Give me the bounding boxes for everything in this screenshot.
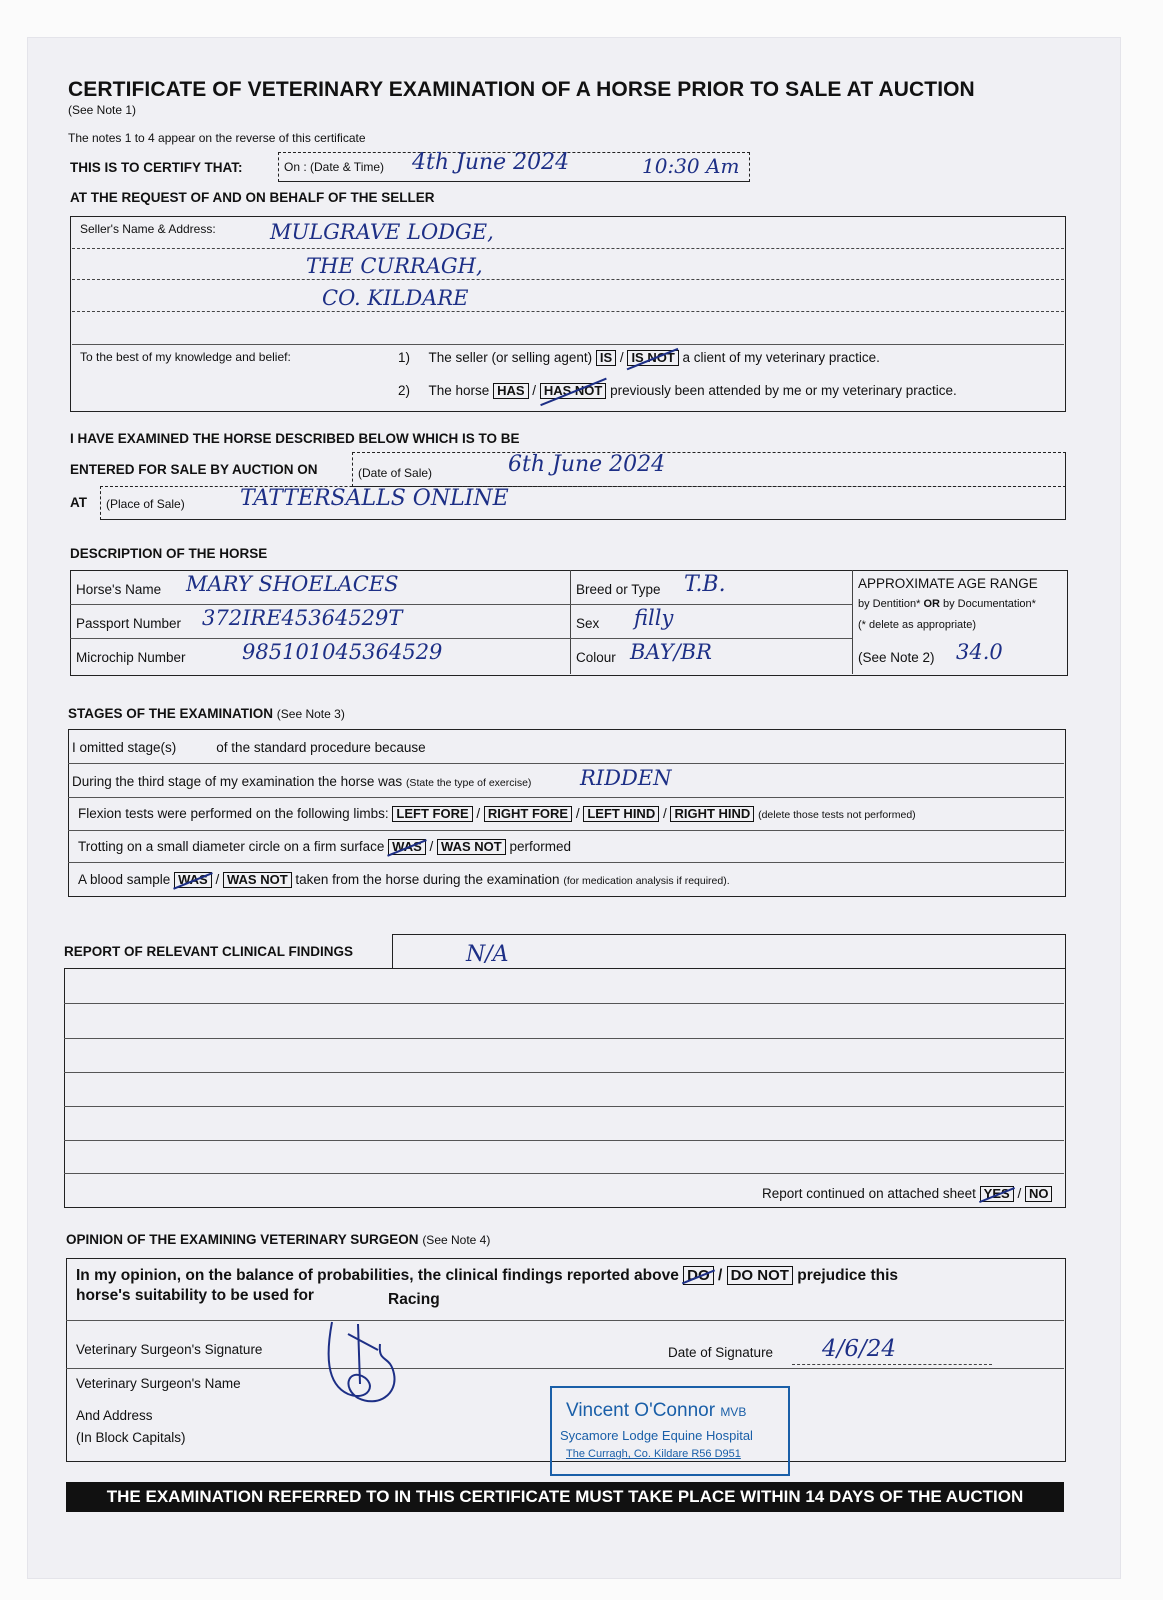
age-value: 34.0	[956, 640, 1003, 664]
third-stage-value: RIDDEN	[580, 766, 672, 790]
sex-value: filly	[634, 606, 674, 630]
on-label: On : (Date & Time)	[284, 160, 385, 174]
right-fore-option[interactable]: RIGHT FORE	[484, 806, 572, 822]
page-title: CERTIFICATE OF VETERINARY EXAMINATION OF A HORSE PRIOR TO SALE AT AUCTION	[68, 78, 975, 101]
vet-name-label: Veterinary Surgeon's Name	[76, 1376, 241, 1391]
sale-date-label: (Date of Sale)	[358, 466, 433, 480]
has-option[interactable]: HAS	[493, 383, 528, 399]
sale-place-value: TATTERSALLS ONLINE	[240, 486, 509, 511]
exam-time-value: 10:30 Am	[642, 154, 740, 178]
at-label: AT	[70, 495, 87, 510]
age-heading: APPROXIMATE AGE RANGE	[858, 576, 1038, 591]
seller-label: Seller's Name & Address:	[80, 222, 216, 236]
age-method: by Dentition* OR by Documentation*	[858, 598, 1036, 610]
breed-value: T.B.	[684, 572, 726, 597]
age-see-note: (See Note 2)	[858, 650, 935, 665]
stamp-name: Vincent O'Connor MVB	[566, 1400, 747, 1421]
flexion-row: Flexion tests were performed on the following limbs: LEFT FORE / RIGHT FORE / LEFT HIND / RIGHT HIND (delete those tests not performed)	[78, 806, 916, 821]
sale-date-value: 6th June 2024	[508, 452, 666, 477]
stamp-line-3: The Curragh, Co. Kildare R56 D951	[566, 1448, 741, 1460]
opinion-text-1: In my opinion, on the balance of probabilities, the clinical findings reported above DO / DO NOT prejudice this	[76, 1267, 899, 1284]
is-option[interactable]: IS	[596, 350, 616, 366]
see-note-1: (See Note 1)	[68, 103, 137, 117]
knowledge-label: To the best of my knowledge and belief:	[80, 350, 291, 364]
trot-row: Trotting on a small diameter circle on a firm surface WAS / WAS NOT performed	[78, 839, 571, 854]
trot-was-option[interactable]: WAS	[388, 839, 426, 855]
knowledge-item-1: 1) The seller (or selling agent) IS / IS NOT a client of my veterinary practice.	[398, 350, 880, 365]
report-value: N/A	[466, 942, 509, 967]
date-signature-value: 4/6/24	[822, 1336, 897, 1362]
request-heading: AT THE REQUEST OF AND ON BEHALF OF THE SELLER	[70, 190, 435, 205]
report-heading: REPORT OF RELEVANT CLINICAL FINDINGS	[64, 944, 354, 959]
address-label-1: And Address	[76, 1408, 153, 1423]
do-not-option[interactable]: DO NOT	[727, 1266, 793, 1285]
signature-label: Veterinary Surgeon's Signature	[76, 1342, 263, 1357]
left-fore-option[interactable]: LEFT FORE	[392, 806, 472, 822]
third-stage-row: During the third stage of my examination the horse was (State the type of exercise)	[72, 774, 532, 789]
do-option[interactable]: DO	[683, 1266, 714, 1285]
seller-line-2: THE CURRAGH,	[306, 254, 483, 278]
omitted-row: I omitted stage(s) of the standard procedure because	[72, 740, 426, 755]
continued-yes-option[interactable]: YES	[980, 1186, 1014, 1202]
opinion-heading: OPINION OF THE EXAMINING VETERINARY SURGEON (See Note 4)	[66, 1232, 491, 1247]
exam-date-value: 4th June 2024	[412, 150, 570, 175]
blood-was-option[interactable]: WAS	[174, 872, 212, 888]
microchip-label: Microchip Number	[76, 650, 186, 665]
date-signature-label: Date of Signature	[668, 1345, 774, 1360]
horse-name-label: Horse's Name	[76, 582, 162, 597]
passport-value: 372IRE45364529T	[202, 606, 403, 630]
breed-label: Breed or Type	[576, 582, 661, 597]
seller-line-3: CO. KILDARE	[322, 286, 469, 310]
sex-label: Sex	[576, 616, 600, 631]
sale-place-label: (Place of Sale)	[106, 497, 185, 511]
trot-was-not-option[interactable]: WAS NOT	[437, 839, 506, 855]
seller-line-1: MULGRAVE LODGE,	[270, 220, 494, 244]
is-not-option[interactable]: IS NOT	[627, 350, 678, 366]
colour-value: BAY/BR	[630, 640, 712, 664]
report-box[interactable]	[64, 968, 1066, 1208]
knowledge-item-2: 2) The horse HAS / HAS NOT previously been attended by me or my veterinary practice.	[398, 383, 957, 398]
address-label-2: (In Block Capitals)	[76, 1430, 186, 1445]
left-hind-option[interactable]: LEFT HIND	[583, 806, 659, 822]
age-delete-note: (* delete as appropriate)	[858, 619, 977, 631]
certify-label: THIS IS TO CERTIFY THAT:	[70, 160, 243, 175]
description-heading: DESCRIPTION OF THE HORSE	[70, 546, 268, 561]
examined-heading-2: ENTERED FOR SALE BY AUCTION ON	[70, 462, 318, 477]
footer-banner: THE EXAMINATION REFERRED TO IN THIS CERTIFICATE MUST TAKE PLACE WITHIN 14 DAYS OF THE AUCTION	[66, 1482, 1064, 1512]
sale-date-field[interactable]	[352, 452, 1066, 487]
horse-name-value: MARY SHOELACES	[186, 572, 399, 596]
vet-signature	[318, 1314, 408, 1414]
use-value: Racing	[388, 1291, 440, 1308]
stages-heading: STAGES OF THE EXAMINATION (See Note 3)	[68, 706, 345, 721]
stamp-line-2: Sycamore Lodge Equine Hospital	[560, 1428, 753, 1443]
opinion-text-3: horse's suitability to be used for	[76, 1287, 314, 1304]
has-not-option[interactable]: HAS NOT	[540, 383, 607, 399]
blood-row: A blood sample WAS / WAS NOT taken from the horse during the examination (for medication analysis if required).	[78, 872, 730, 887]
blood-was-not-option[interactable]: WAS NOT	[223, 872, 292, 888]
notes-line: The notes 1 to 4 appear on the reverse of this certificate	[68, 131, 366, 145]
colour-label: Colour	[576, 650, 616, 665]
passport-label: Passport Number	[76, 616, 182, 631]
examined-heading-1: I HAVE EXAMINED THE HORSE DESCRIBED BELOW WHICH IS TO BE	[70, 431, 520, 446]
microchip-value: 985101045364529	[242, 640, 443, 664]
continued-no-option[interactable]: NO	[1025, 1186, 1053, 1202]
right-hind-option[interactable]: RIGHT HIND	[670, 806, 754, 822]
report-continued: Report continued on attached sheet YES / NO	[762, 1186, 1052, 1202]
